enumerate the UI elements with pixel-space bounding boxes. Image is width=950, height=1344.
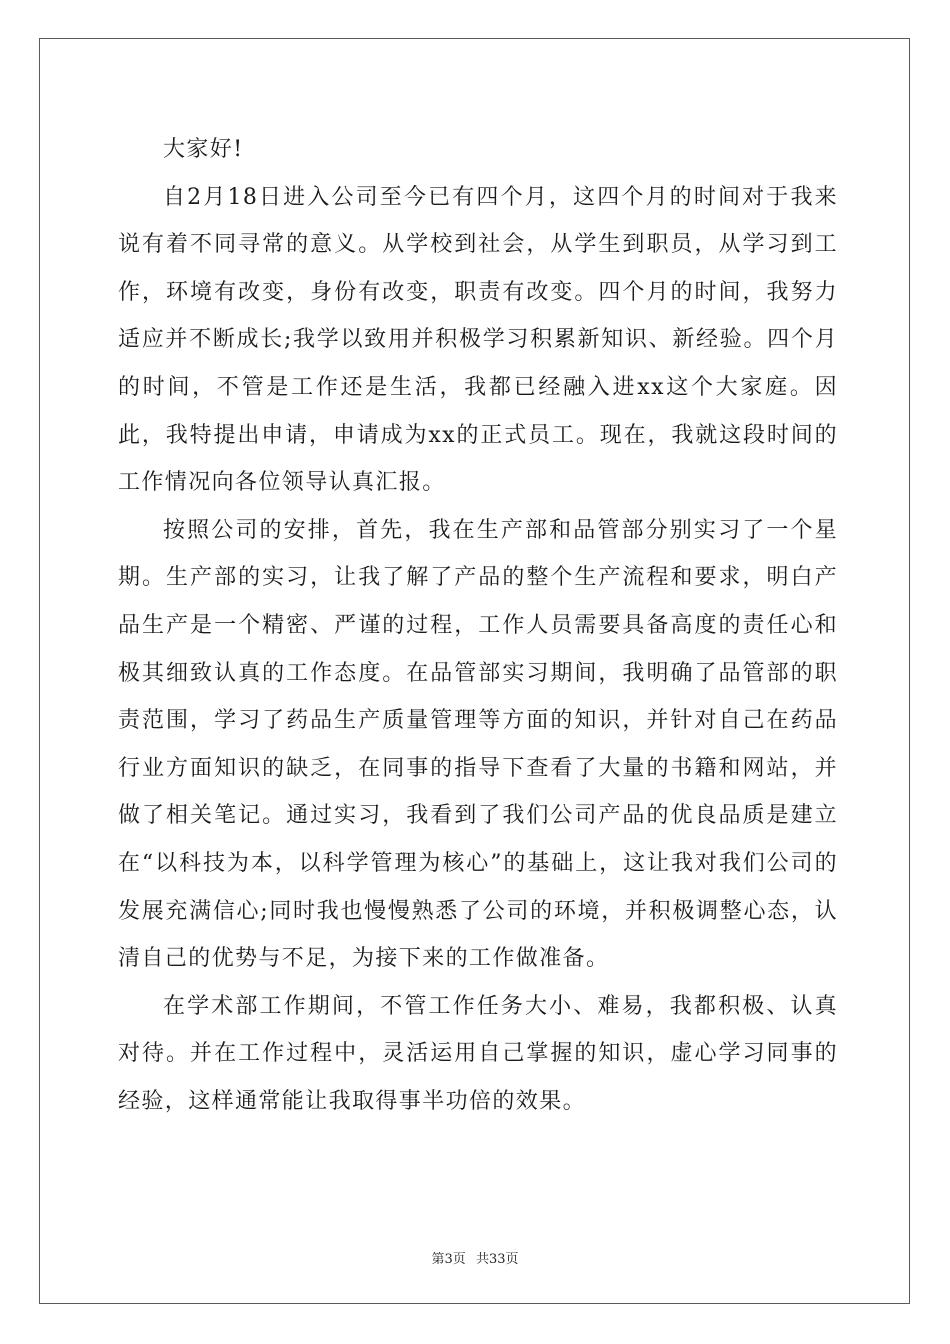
- page-footer: [0, 1248, 950, 1267]
- current-page-number: 第3页: [431, 1252, 466, 1267]
- body-paragraph: 在学术部工作期间，不管工作任务大小、难易，我都积极、认真对待。并在工作过程中，灵活运用自己掌握的知识，虚心学习同事的经验，这样通常能让我取得事半功倍的效果。: [118, 993, 838, 1114]
- body-paragraph: 按照公司的安排，首先，我在生产部和品管部分别实习了一个星期。生产部的实习，让我了解了产品的整个生产流程和要求，明白产品生产是一个精密、严谨的过程，工作人员需要具备高度的责任心和极其细致认真的工作态度。在品管部实习期间，我明确了品管部的职责范围，学习了药品生产质量管理等方面的知识，并针对自己在药品行业方面知识的缺乏，在同事的指导下查看了大量的书籍和网站，并做了相关笔记。通过实习，我看到了我们公司产品的优良品质是建立在“以科技为本，以科学管理为核心”的基础上，这让我对我们公司的发展充满信心;同时我也慢慢熟悉了公司的环境，并积极调整心态，认清自己的优势与不足，为接下来的工作做准备。: [118, 517, 838, 972]
- body-paragraph: 自2月18日进入公司至今已有四个月，这四个月的时间对于我来说有着不同寻常的意义。从学校到社会，从学生到职员，从学习到工作，环境有改变，身份有改变，职责有改变。四个月的时间，我努力适应并不断成长;我学以致用并积极学习积累新知识、新经验。四个月的时间，不管是工作还是生活，我都已经融入进xx这个大家庭。因此，我特提出申请，申请成为xx的正式员工。现在，我就这段时间的工作情况向各位领导认真汇报。: [118, 184, 838, 496]
- document-body: [118, 126, 838, 1125]
- total-pages: 共33页: [475, 1252, 519, 1267]
- greeting-paragraph: 大家好!: [163, 137, 244, 162]
